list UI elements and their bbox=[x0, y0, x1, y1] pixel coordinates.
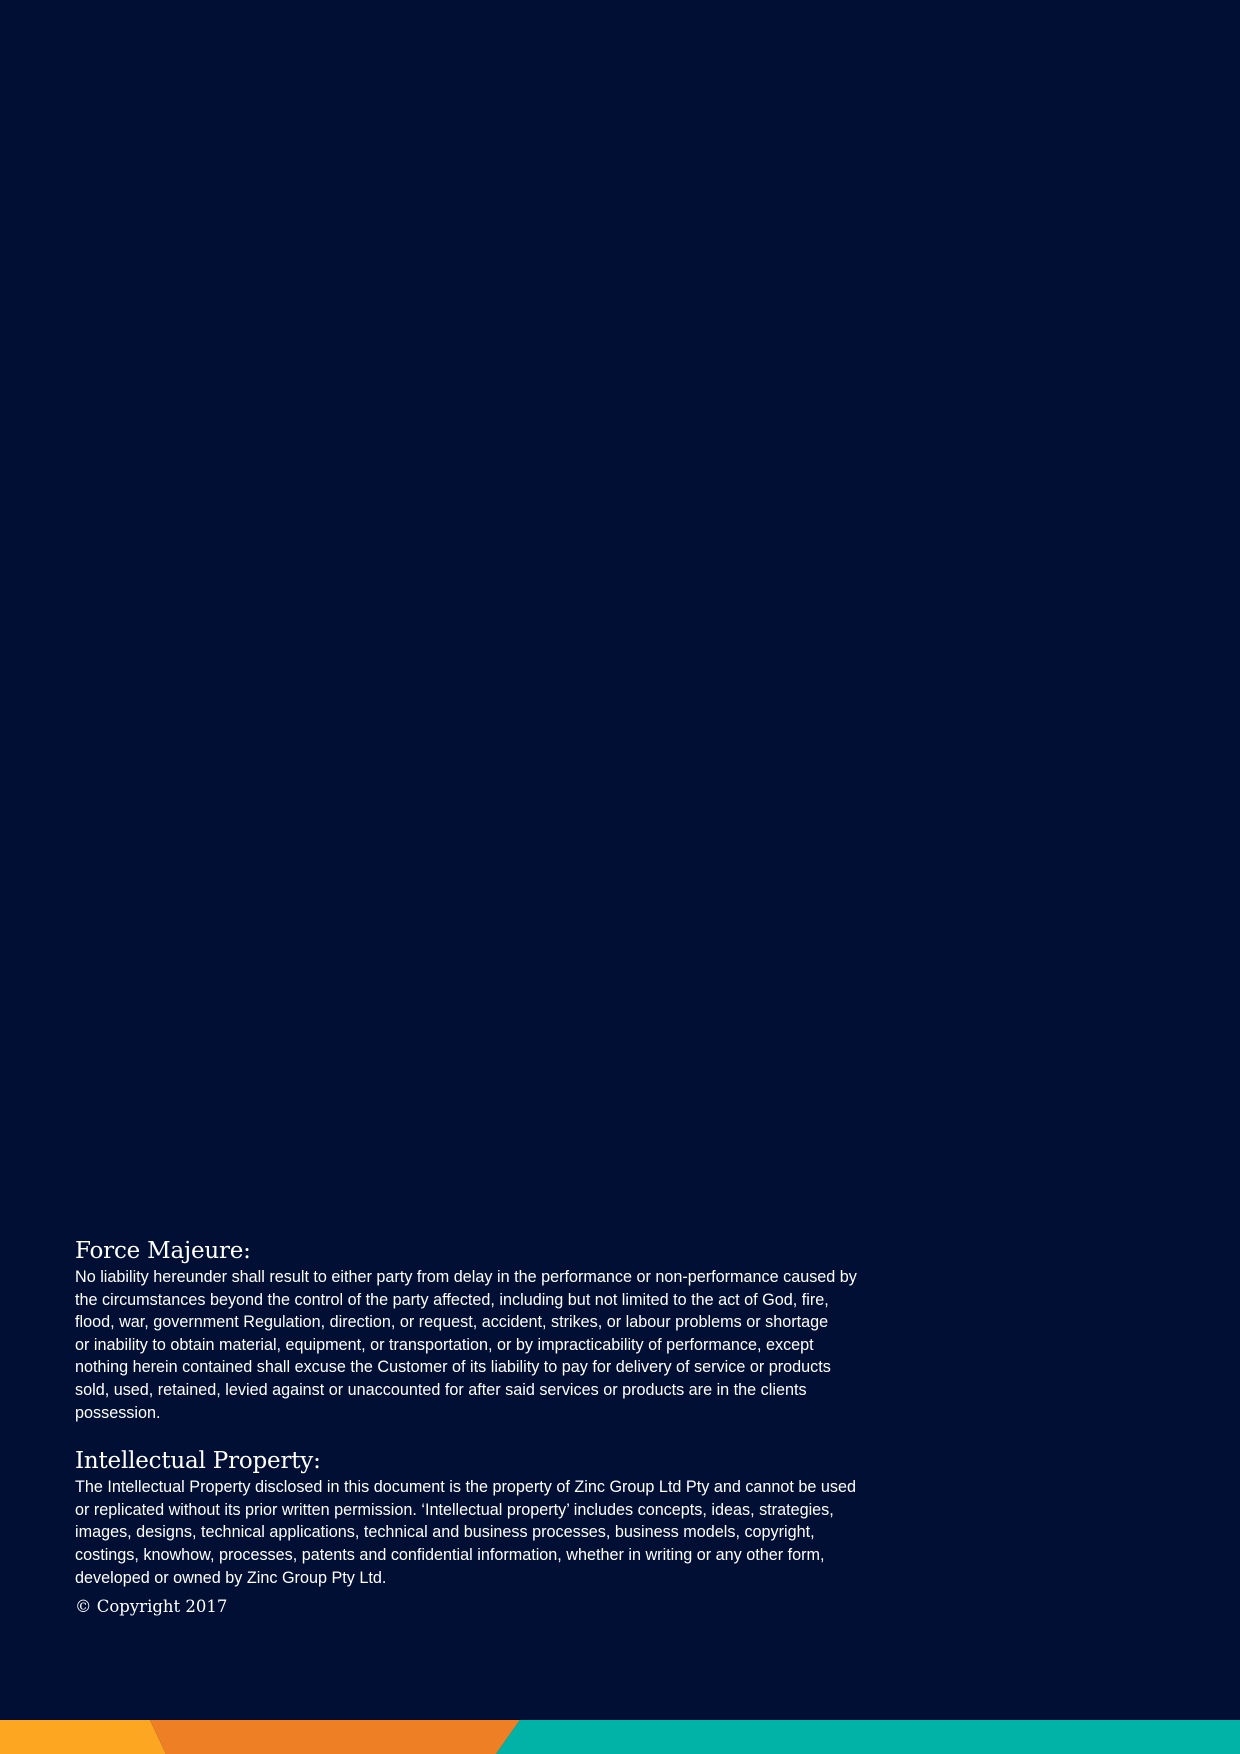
intellectual-property-line: images, designs, technical applications, technical and business processes, business models, copyright, bbox=[75, 1523, 815, 1542]
footer-teal-stripe bbox=[496, 1720, 1240, 1754]
force-majeure-section bbox=[75, 1236, 935, 1424]
force-majeure-line: or inability to obtain material, equipment, or transportation, or by impracticability of performance, except bbox=[75, 1335, 814, 1354]
force-majeure-line: flood, war, government Regulation, direction, or request, accident, strikes, or labour problems or shortage bbox=[75, 1313, 829, 1332]
intellectual-property-heading: Intellectual Property: bbox=[75, 1448, 321, 1475]
footer-orange-stripe bbox=[150, 1720, 520, 1754]
intellectual-property-line: costings, knowhow, processes, patents and confidential information, whether in writing or any other form, bbox=[75, 1545, 825, 1564]
force-majeure-line: possession. bbox=[75, 1403, 161, 1422]
legal-content bbox=[75, 1236, 935, 1618]
force-majeure-line: nothing herein contained shall excuse the Customer of its liability to pay for delivery of service or products bbox=[75, 1358, 831, 1377]
footer-yellow-stripe bbox=[0, 1720, 166, 1754]
footer-color-band bbox=[0, 1720, 1240, 1754]
force-majeure-paragraph bbox=[75, 1266, 935, 1424]
force-majeure-line: the circumstances beyond the control of the party affected, including but not limited to the act of God, fire, bbox=[75, 1290, 829, 1309]
intellectual-property-line: developed or owned by Zinc Group Pty Ltd. bbox=[75, 1568, 387, 1587]
force-majeure-heading: Force Majeure: bbox=[75, 1238, 251, 1264]
copyright-notice: © Copyright 2017 bbox=[75, 1597, 228, 1617]
intellectual-property-section bbox=[75, 1446, 935, 1589]
intellectual-property-line: The Intellectual Property disclosed in this document is the property of Zinc Group Ltd Pty and cannot be used bbox=[75, 1478, 857, 1497]
footer-color-band-graphic bbox=[0, 1720, 1240, 1754]
section-spacer bbox=[75, 1424, 935, 1446]
intellectual-property-paragraph bbox=[75, 1476, 935, 1589]
intellectual-property-line: or replicated without its prior written permission. ‘Intellectual property’ includes concepts, ideas, strategies, bbox=[75, 1500, 834, 1519]
force-majeure-line: sold, used, retained, levied against or unaccounted for after said services or products are in the clients bbox=[75, 1380, 807, 1399]
force-majeure-line: No liability hereunder shall result to either party from delay in the performance or non-performance caused by bbox=[75, 1268, 857, 1286]
